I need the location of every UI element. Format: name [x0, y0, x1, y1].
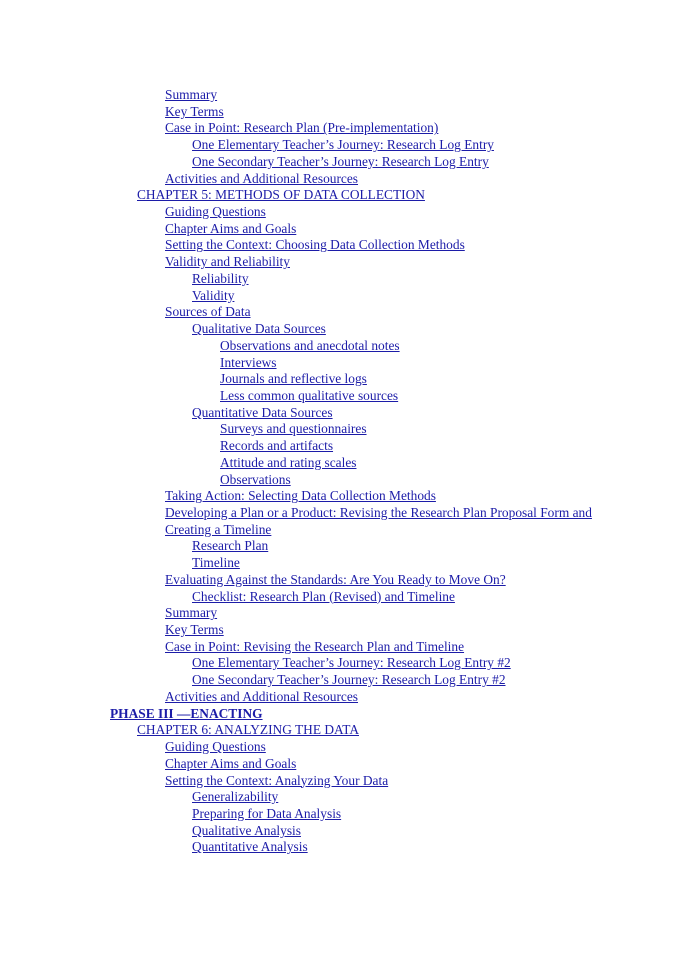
toc-chapter-link[interactable]: CHAPTER 5: METHODS OF DATA COLLECTION: [137, 187, 425, 203]
toc-entry-link[interactable]: Guiding Questions: [165, 739, 266, 755]
toc-entry-link[interactable]: Creating a Timeline: [165, 521, 272, 537]
toc-entry-link[interactable]: Journals and reflective logs: [220, 371, 367, 387]
toc-entry-link[interactable]: Setting the Context: Analyzing Your Data: [165, 772, 389, 788]
toc-entry-link[interactable]: Case in Point: Research Plan (Pre-implementation): [165, 120, 439, 136]
toc-entry-link[interactable]: Evaluating Against the Standards: Are You Ready to Move On?: [165, 571, 506, 587]
toc-entry-link[interactable]: Chapter Aims and Goals: [165, 755, 297, 771]
toc-entry-link[interactable]: One Elementary Teacher’s Journey: Research Log Entry #2: [192, 655, 511, 671]
toc-entry-link[interactable]: Sources of Data: [165, 304, 251, 320]
toc-entry-link[interactable]: Less common qualitative sources: [220, 387, 399, 403]
toc-entry-link[interactable]: Key Terms: [165, 103, 224, 119]
toc-entry-link[interactable]: Taking Action: Selecting Data Collection Methods: [165, 488, 436, 504]
toc-entry-link[interactable]: Records and artifacts: [220, 438, 334, 454]
toc-entry-link[interactable]: Surveys and questionnaires: [220, 421, 367, 437]
toc-entry-link[interactable]: Reliability: [192, 270, 249, 286]
toc-entry-link[interactable]: One Secondary Teacher’s Journey: Research Log Entry: [192, 153, 489, 169]
toc-entry-link[interactable]: Chapter Aims and Goals: [165, 220, 297, 236]
toc-entry-link[interactable]: Attitude and rating scales: [220, 454, 357, 470]
toc-entry-link[interactable]: Developing a Plan or a Product: Revising the Research Plan Proposal Form and: [165, 505, 592, 520]
toc-entry-link[interactable]: Timeline: [192, 555, 240, 571]
toc-entry-link[interactable]: Case in Point: Revising the Research Plan and Timeline: [165, 638, 465, 654]
toc-entry-link[interactable]: One Secondary Teacher’s Journey: Research Log Entry #2: [192, 672, 506, 688]
toc-entry-link[interactable]: One Elementary Teacher’s Journey: Research Log Entry: [192, 137, 494, 153]
toc-entry-link[interactable]: Observations: [220, 471, 291, 487]
toc-entry-link[interactable]: Guiding Questions: [165, 204, 266, 220]
toc-entry-link[interactable]: Interviews: [220, 354, 277, 370]
toc-entry-link[interactable]: Qualitative Analysis: [192, 822, 301, 838]
toc-entry-link[interactable]: Activities and Additional Resources: [165, 170, 359, 186]
toc-entry-link[interactable]: Summary: [165, 605, 218, 621]
toc-entry-link[interactable]: Checklist: Research Plan (Revised) and Timeline: [192, 588, 455, 604]
toc-entry-link[interactable]: Observations and anecdotal notes: [220, 337, 400, 353]
toc-entry-link[interactable]: Validity: [192, 287, 235, 303]
toc-phase-link[interactable]: PHASE III —ENACTING: [110, 705, 263, 721]
toc-entry-link[interactable]: Quantitative Data Sources: [192, 404, 333, 420]
toc-entry-link[interactable]: Research Plan: [192, 538, 269, 554]
toc-entry-link[interactable]: Validity and Reliability: [165, 254, 290, 270]
toc-entry-link[interactable]: Setting the Context: Choosing Data Collection Methods: [165, 237, 465, 253]
toc-entry-link[interactable]: Qualitative Data Sources: [192, 321, 326, 337]
toc-entry-link[interactable]: Generalizability: [192, 789, 279, 805]
toc-chapter-link[interactable]: CHAPTER 6: ANALYZING THE DATA: [137, 722, 359, 738]
toc-entry-link[interactable]: Key Terms: [165, 622, 224, 638]
toc-entry-link[interactable]: Preparing for Data Analysis: [192, 805, 342, 821]
toc-entry-link[interactable]: Activities and Additional Resources: [165, 688, 359, 704]
toc-entry-link[interactable]: Summary: [165, 87, 218, 102]
toc-entry-link[interactable]: Quantitative Analysis: [192, 839, 308, 855]
